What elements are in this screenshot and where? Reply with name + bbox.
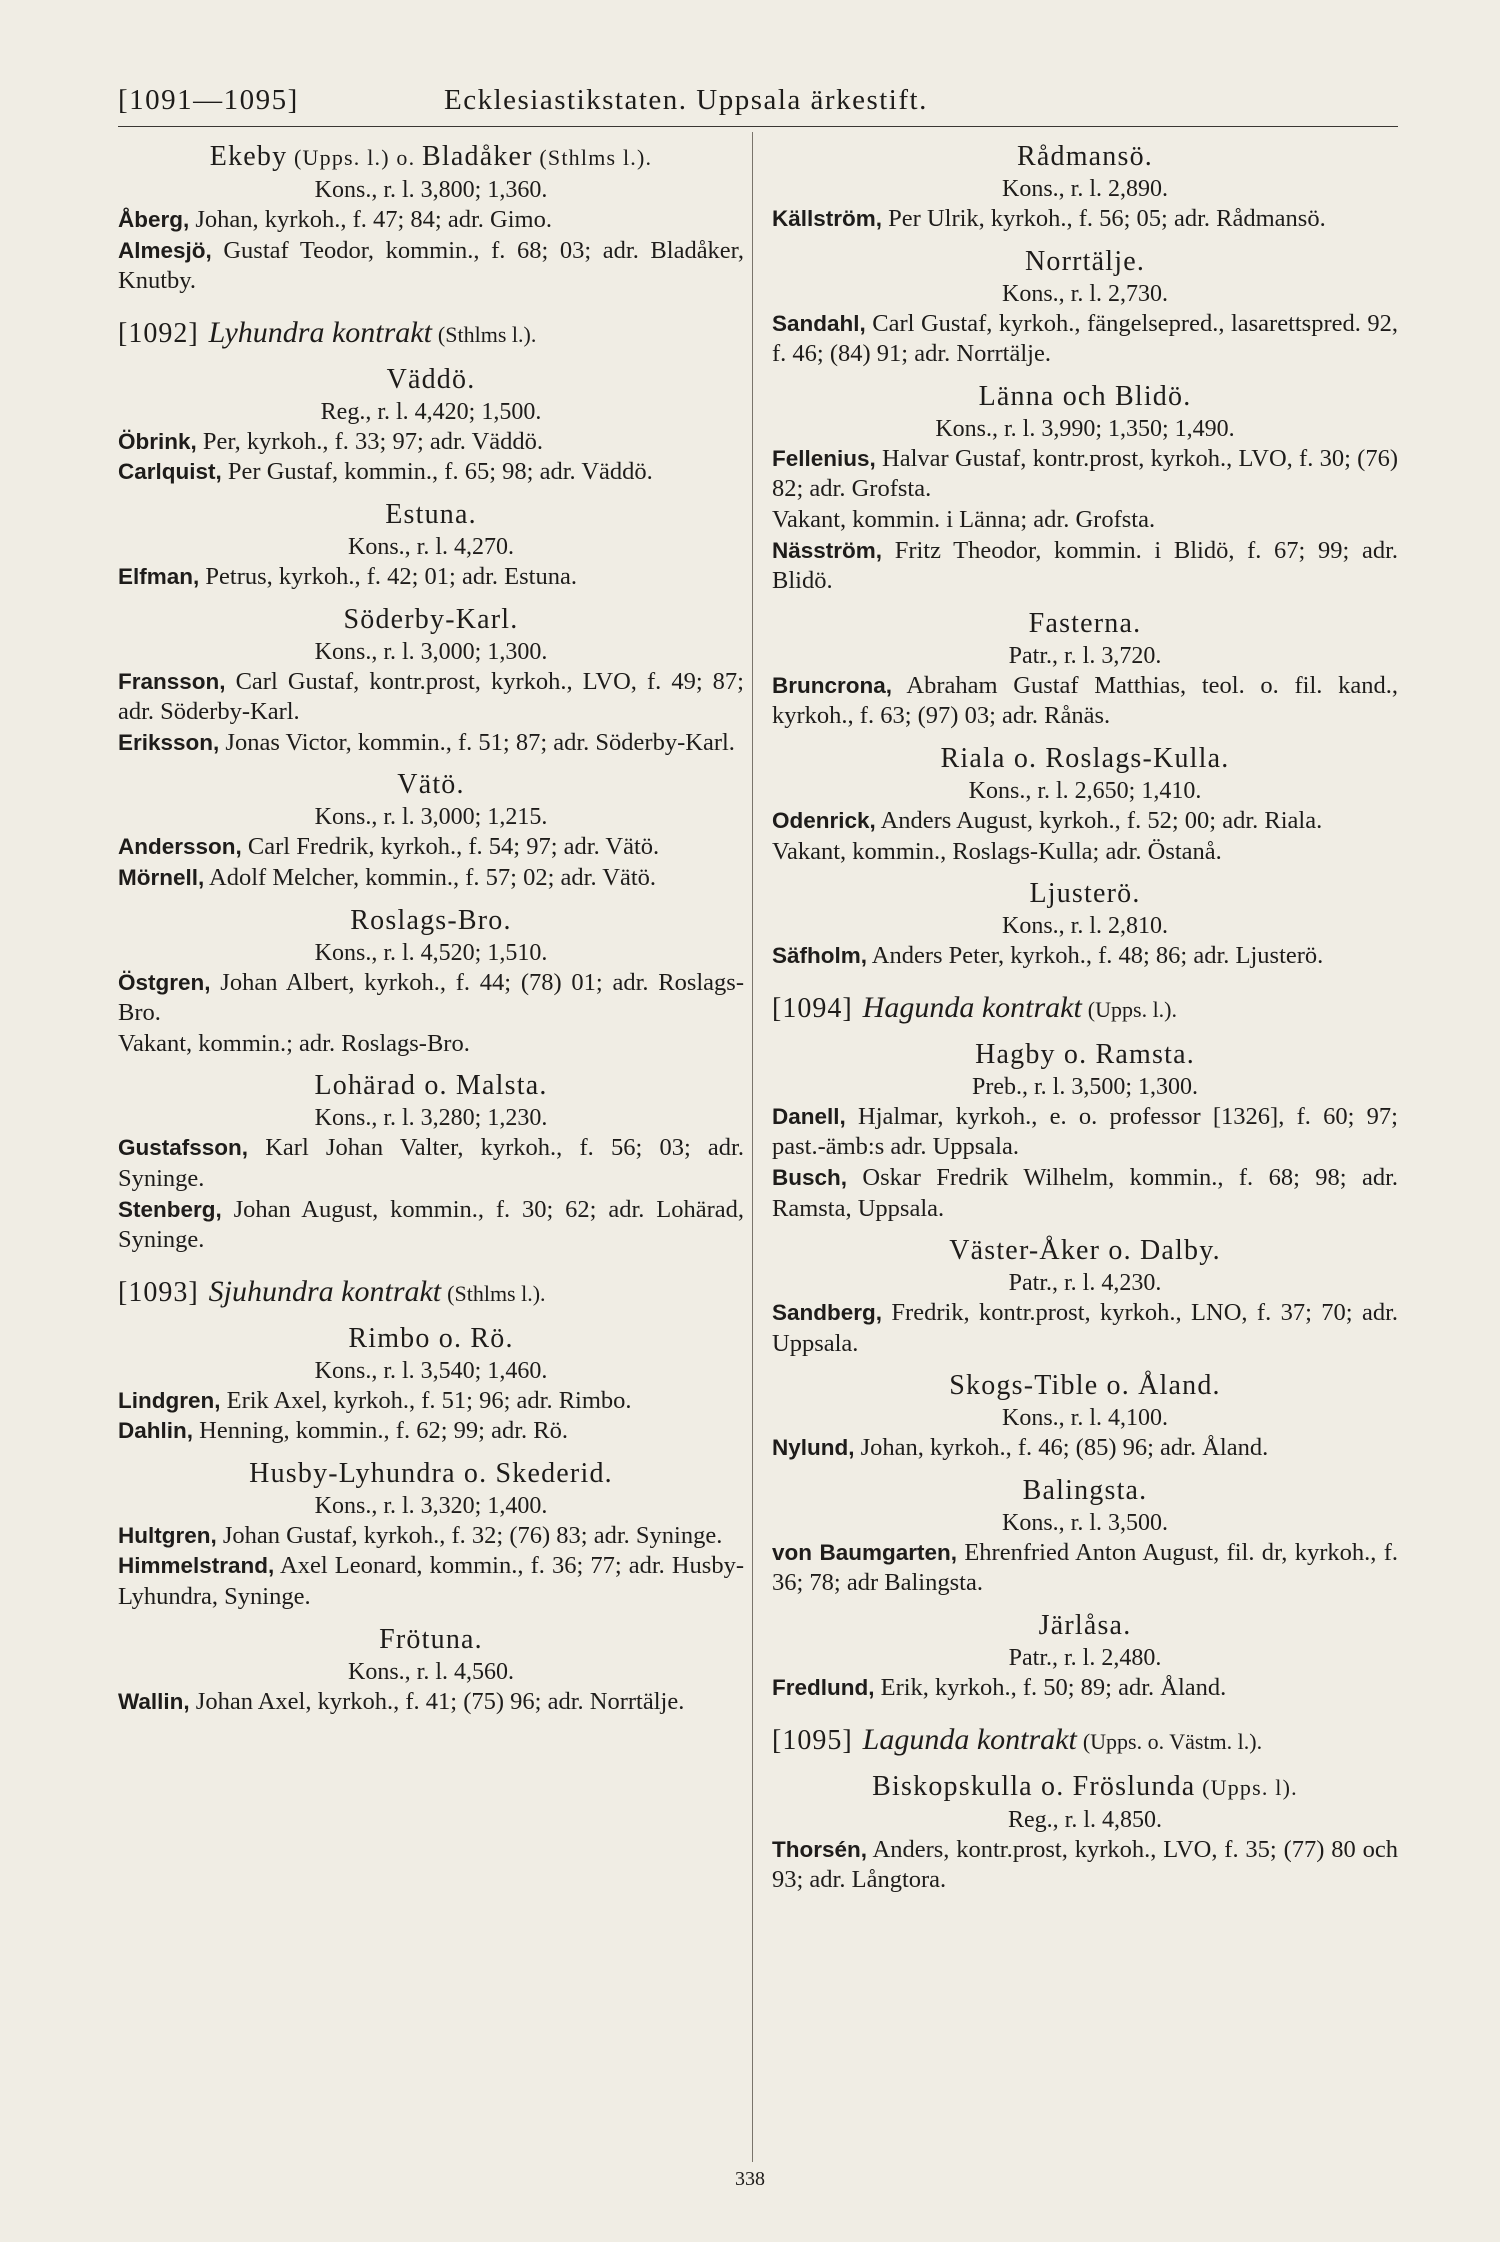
parish-name: Riala o. Roslags-Kulla. [940,742,1230,774]
vacancy-entry: Vakant, kommin. i Länna; adr. Grofsta. [772,505,1156,533]
parish-name: Väddö. [386,363,476,395]
clergy-surname: Säfholm, [772,943,868,969]
clergy-surname: Östgren, [118,969,211,995]
parish-name: Järlåsa. [1038,1610,1132,1642]
spacer [772,1028,1398,1038]
clergy-details: Abraham Gustaf Matthias, teol. o. fil. kand., kyrkoh., f. 63; (97) 03; adr. Rånäs. [772,671,1398,730]
clergy-details: Halvar Gustaf, kontr.prost, kyrkoh., LVO, f. 30; (76) 82; adr. Grofsta. [772,444,1398,503]
parish-title [772,140,1398,174]
clergy-entry [118,1133,744,1194]
clergy-surname: Thorsén, [772,1836,868,1862]
deanery-county: (Sthlms l.). [437,321,537,347]
clergy-entry [118,1521,744,1552]
parish-stats: Kons., r. l. 2,890. [1001,176,1168,202]
spacer [772,1224,1398,1234]
clergy-entry [772,941,1398,972]
deanery-county: (Upps. l.). [1087,996,1178,1022]
clergy-details: Adolf Melcher, kommin., f. 57; 02; adr. Vätö. [204,863,657,891]
clergy-surname: Näsström, [772,537,883,563]
parish-name: Fasterna. [1028,607,1142,639]
deanery-name: Lagunda kontrakt [862,1722,1077,1756]
clergy-surname: Eriksson, [118,729,220,755]
left-column [118,140,744,1717]
deanery-name: Sjuhundra kontrakt [208,1274,442,1308]
parish-stats: Kons., r. l. 2,650; 1,410. [968,777,1202,804]
clergy-details: Erik, kyrkoh., f. 50; 89; adr. Åland. [874,1674,1227,1702]
spacer [772,1464,1398,1474]
clergy-details: Johan Gustaf, kyrkoh., f. 32; (76) 83; adr. Syninge. [216,1521,723,1549]
clergy-surname: Andersson, [118,834,242,860]
parish-title [772,245,1398,279]
parish-title [118,904,744,938]
parish-name: Bladåker [422,141,533,172]
parish-name: Frötuna. [379,1623,483,1655]
parish-title [772,1770,1398,1805]
clergy-entry [118,427,744,458]
deanery-heading [118,1274,744,1312]
parish-stats: Kons., r. l. 4,560. [347,1658,514,1685]
header-title: Ecklesiastikstaten. Uppsala ärkestift. [444,84,928,116]
clergy-surname: Elfman, [118,563,200,589]
parish-name: Vätö. [397,769,465,801]
parish-county: (Sthlms l.). [532,145,653,170]
clergy-entry [118,457,744,488]
parish-name: Lohärad o. Malsta. [314,1070,548,1102]
spacer [118,1059,744,1069]
clergy-surname: Danell, [772,1103,846,1129]
parish-name: Husby-Lyhundra o. Skederid. [249,1457,613,1489]
clergy-surname: Fellenius, [772,445,876,471]
spacer [772,235,1398,245]
clergy-surname: Nylund, [772,1435,855,1461]
clergy-details: Hjalmar, kyrkoh., e. o. professor [1326], f. 60; 97; past.-ämb:s adr. Uppsala. [772,1102,1398,1161]
parish-name: Rimbo o. Rö. [348,1322,514,1354]
clergy-details: Henning, kommin., f. 62; 99; adr. Rö. [193,1417,568,1445]
clergy-entry [772,1835,1398,1896]
parish-county: (Upps. l.) o. [287,145,423,170]
clergy-details: Per Ulrik, kyrkoh., f. 56; 05; adr. Rådmansö. [882,205,1326,232]
parish-title [118,1069,744,1103]
clergy-entry [772,1538,1398,1599]
clergy-details: Ehrenfried Anton August, fil. dr, kyrkoh., f. 36; 78; adr Balingsta. [772,1538,1398,1597]
vacancy-entry: Vakant, kommin.; adr. Roslags-Bro. [118,1029,470,1057]
parish-name: Roslags-Bro. [350,904,512,936]
clergy-entry [118,1687,744,1718]
clergy-entry [772,1102,1398,1163]
clergy-surname: Wallin, [118,1688,190,1714]
clergy-surname: Öbrink, [118,428,197,454]
parish-name: Rådmansö. [1016,141,1153,172]
parish-name: Länna och Blidö. [978,380,1192,412]
clergy-entry [772,1673,1398,1704]
parish-stats: Kons., r. l. 3,000; 1,215. [314,804,548,831]
spacer [772,1359,1398,1369]
deanery-heading [118,315,744,353]
parish-stats: Kons., r. l. 3,500. [1001,1509,1168,1536]
clergy-details: Gustaf Teodor, kommin., f. 68; 03; adr. Bladåker, Knutby. [118,236,744,295]
parish-stats: Kons., r. l. 3,320; 1,400. [314,1492,548,1519]
spacer [772,867,1398,877]
parish-county: (Upps. l). [1195,1774,1298,1800]
deanery-number: [1092] [118,317,199,349]
clergy-surname: Sandberg, [772,1300,883,1326]
clergy-entry [118,1551,744,1612]
parish-title [118,603,744,637]
spacer [118,1312,744,1322]
parish-title [772,1369,1398,1403]
spacer [772,1760,1398,1770]
clergy-details: Jonas Victor, kommin., f. 51; 87; adr. Söderby-Karl. [219,728,735,756]
clergy-surname: Carlquist, [118,459,222,485]
deanery-heading [772,1722,1398,1760]
parish-stats: Preb., r. l. 3,500; 1,300. [972,1073,1198,1100]
parish-name: Biskopskulla o. Fröslunda [872,1770,1196,1802]
spacer [118,1447,744,1457]
column-rule [752,132,753,2162]
parish-name: Ljusterö. [1029,878,1141,910]
parish-name: Ekeby [209,141,288,172]
parish-name: Skogs-Tible o. Åland. [949,1370,1221,1402]
clergy-details: Carl Gustaf, kyrkoh., fängelsepred., lasarettspred. 92, f. 46; (84) 91; adr. Norrtälje. [772,309,1398,368]
clergy-entry [118,728,744,759]
clergy-surname: Bruncrona, [772,672,893,698]
parish-stats: Kons., r. l. 2,810. [1001,913,1168,940]
clergy-details: Karl Johan Valter, kyrkoh., f. 56; 03; adr. Syninge. [118,1134,744,1192]
parish-stats: Kons., r. l. 3,000; 1,300. [314,638,548,665]
clergy-surname: Busch, [772,1164,848,1190]
deanery-name: Hagunda kontrakt [862,990,1082,1024]
clergy-surname: Fredlund, [772,1675,875,1701]
clergy-surname: Fransson, [118,668,226,694]
parish-stats: Patr., r. l. 4,230. [1008,1270,1162,1297]
clergy-entry [772,309,1398,370]
clergy-details: Johan Albert, kyrkoh., f. 44; (78) 01; adr. Roslags-Bro. [118,968,744,1027]
parish-name: Norrtälje. [1024,245,1146,277]
parish-title [772,380,1398,414]
clergy-entry [118,968,744,1029]
deanery-number: [1093] [118,1276,199,1308]
parish-stats: Kons., r. l. 3,540; 1,460. [314,1357,548,1384]
clergy-entry [118,205,744,236]
clergy-entry [772,671,1398,732]
clergy-surname: von Baumgarten, [772,1539,957,1565]
parish-title [772,1234,1398,1268]
clergy-details: Carl Gustaf, kontr.prost, kyrkoh., LVO, f. 49; 87; adr. Söderby-Karl. [118,667,744,726]
clergy-surname: Hultgren, [118,1522,217,1548]
clergy-details: Fredrik, kontr.prost, kyrkoh., LNO, f. 37; 70; adr. Uppsala. [772,1299,1398,1357]
spacer [118,488,744,498]
parish-title [118,1623,744,1657]
parish-name: Estuna. [385,498,477,530]
spacer [772,732,1398,742]
parish-title [118,140,744,175]
clergy-details: Petrus, kyrkoh., f. 42; 01; adr. Estuna. [199,562,577,590]
clergy-entry [118,236,744,297]
deanery-number: [1094] [772,992,853,1024]
clergy-details: Johan, kyrkoh., f. 47; 84; adr. Gimo. [189,206,552,233]
spacer [772,597,1398,607]
clergy-entry [118,1386,744,1417]
clergy-surname: Gustafsson, [118,1135,249,1161]
clergy-entry [118,667,744,728]
clergy-entry [772,806,1398,837]
parish-stats: Kons., r. l. 3,990; 1,350; 1,490. [935,415,1235,442]
clergy-entry [772,204,1398,235]
clergy-surname: Åberg, [118,207,190,232]
clergy-details: Johan, kyrkoh., f. 46; (85) 96; adr. Åland. [854,1434,1269,1462]
clergy-surname: Himmelstrand, [118,1553,275,1579]
parish-name: Balingsta. [1022,1474,1148,1506]
clergy-details: Anders, kontr.prost, kyrkoh., LVO, f. 35; (77) 80 och 93; adr. Långtora. [772,1835,1398,1894]
clergy-entry [772,1433,1398,1464]
clergy-details: Per, kyrkoh., f. 33; 97; adr. Väddö. [196,427,544,455]
spacer [772,1599,1398,1609]
parish-stats: Kons., r. l. 3,800; 1,360. [314,177,548,203]
clergy-entry [772,444,1398,505]
parish-name: Söderby-Karl. [343,603,519,635]
vacancy-entry: Vakant, kommin., Roslags-Kulla; adr. Östanå. [772,837,1222,865]
clergy-entry [118,1416,744,1447]
clergy-entry [118,562,744,593]
clergy-details: Erik Axel, kyrkoh., f. 51; 96; adr. Rimbo. [220,1386,632,1414]
clergy-surname: Odenrick, [772,807,876,833]
parish-title [772,607,1398,641]
parish-title [118,363,744,397]
parish-stats: Patr., r. l. 2,480. [1008,1645,1162,1672]
parish-stats: Patr., r. l. 3,720. [1008,642,1162,669]
clergy-surname: Almesjö, [118,237,212,263]
spacer [118,353,744,363]
header-rule [118,126,1398,127]
clergy-details: Fritz Theodor, kommin. i Blidö, f. 67; 99; adr. Blidö. [772,536,1398,595]
clergy-entry [118,1195,744,1256]
parish-stats: Kons., r. l. 4,100. [1001,1405,1168,1432]
right-column [772,140,1398,1896]
deanery-county: (Sthlms l.). [447,1280,546,1306]
clergy-surname: Sandahl, [772,310,866,336]
parish-stats: Reg., r. l. 4,850. [1008,1806,1162,1833]
parish-title [118,768,744,802]
parish-title [118,1457,744,1491]
spacer [118,593,744,603]
deanery-number: [1095] [772,1724,853,1756]
spacer [118,758,744,768]
parish-title [772,1474,1398,1508]
clergy-surname: Mörnell, [118,864,205,890]
parish-title [772,1609,1398,1643]
parish-title [772,742,1398,776]
clergy-entry [772,1298,1398,1359]
deanery-county: (Upps. o. Västm. l.). [1082,1728,1263,1754]
parish-title [772,877,1398,911]
spacer [118,894,744,904]
clergy-entry [118,863,744,894]
clergy-entry [772,536,1398,597]
clergy-details: Anders August, kyrkoh., f. 52; 00; adr. Riala. [875,806,1323,834]
header-range: [1091—1095] [118,84,299,116]
deanery-heading [772,990,1398,1028]
clergy-surname: Lindgren, [118,1387,221,1413]
deanery-name: Lyhundra kontrakt [208,315,432,349]
parish-title [118,498,744,532]
parish-stats: Kons., r. l. 4,270. [347,533,514,560]
parish-name: Väster-Åker o. Dalby. [949,1235,1221,1267]
page-number: 338 [735,2168,765,2190]
clergy-details: Johan August, kommin., f. 30; 62; adr. Lohärad, Syninge. [118,1195,744,1254]
clergy-entry [118,832,744,863]
clergy-surname: Dahlin, [118,1418,194,1444]
spacer [118,1613,744,1623]
parish-stats: Kons., r. l. 3,280; 1,230. [314,1105,548,1132]
clergy-entry [772,1163,1398,1224]
parish-stats: Kons., r. l. 4,520; 1,510. [314,939,548,966]
clergy-details: Carl Fredrik, kyrkoh., f. 54; 97; adr. Vätö. [241,833,660,861]
parish-title [118,1322,744,1356]
parish-name: Hagby o. Ramsta. [975,1038,1195,1070]
clergy-details: Per Gustaf, kommin., f. 65; 98; adr. Väddö. [221,458,653,486]
spacer [772,370,1398,380]
clergy-surname: Stenberg, [118,1196,222,1222]
clergy-details: Anders Peter, kyrkoh., f. 48; 86; adr. Ljusterö. [867,942,1324,970]
parish-stats: Kons., r. l. 2,730. [1001,280,1168,307]
parish-title [772,1038,1398,1072]
clergy-details: Oskar Fredrik Wilhelm, kommin., f. 68; 98; adr. Ramsta, Uppsala. [772,1163,1398,1222]
clergy-surname: Källström, [772,206,883,231]
clergy-details: Axel Leonard, kommin., f. 36; 77; adr. Husby-Lyhundra, Syninge. [118,1552,744,1611]
clergy-details: Johan Axel, kyrkoh., f. 41; (75) 96; adr. Norrtälje. [189,1687,685,1715]
parish-stats: Reg., r. l. 4,420; 1,500. [320,398,542,425]
